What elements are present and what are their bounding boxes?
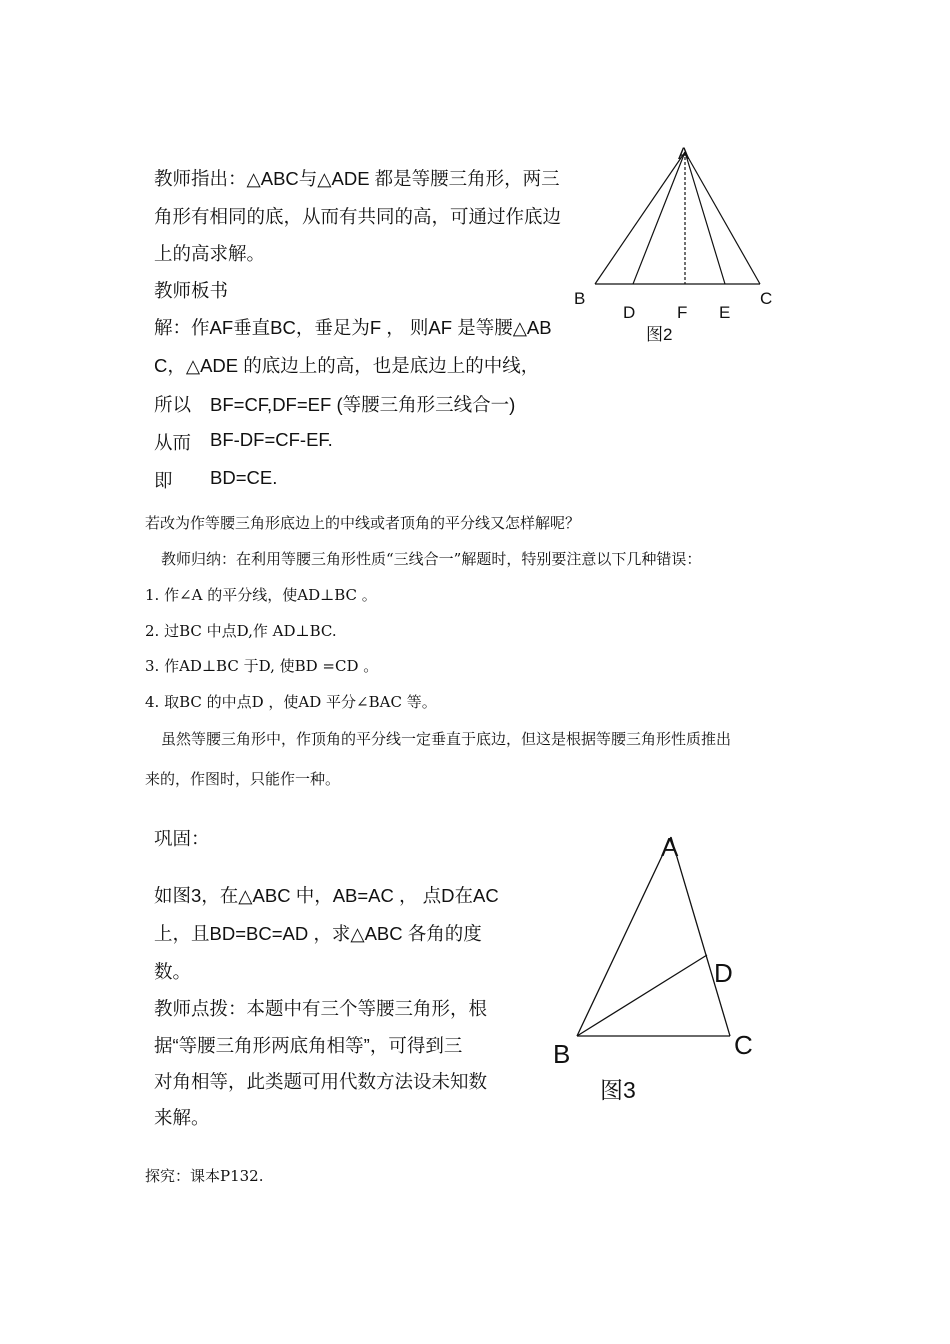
fig2-label-c: C xyxy=(760,289,773,308)
fig3-label-d: D xyxy=(714,958,733,988)
fig2-label-f: F xyxy=(677,303,688,322)
fig2-segment-ad xyxy=(633,152,685,284)
block3-line-1: 如图3，在△ABC 中，AB=AC ， 点D在AC xyxy=(154,885,499,906)
block3-line-4: 教师点拨：本题中有三个等腰三角形，根 xyxy=(154,998,488,1019)
error-item-2: 2. 过BC 中点D,作 AD⊥BC. xyxy=(145,622,337,640)
figure3-diagram xyxy=(545,825,775,1110)
fig2-label-b: B xyxy=(574,289,586,308)
fig3-label-b: B xyxy=(553,1039,571,1069)
note-line-2: 来的，作图时，只能作一种。 xyxy=(145,770,341,788)
block3-line-5: 据“等腰三角形两底角相等”，可得到三 xyxy=(154,1035,463,1056)
row-text-congEr: BF-DF=CF-EF. xyxy=(210,429,333,450)
note-line-1: 虽然等腰三角形中，作顶角的平分线一定垂直于底边，但这是根据等腰三角形性质推出 xyxy=(161,730,732,748)
consolidation-heading: 巩固： xyxy=(154,828,210,849)
fig2-caption: 图2 xyxy=(646,325,673,344)
fig3-label-a: A xyxy=(661,832,679,862)
fig2-label-e: E xyxy=(719,303,731,322)
fig2-side-ab xyxy=(595,152,685,284)
row-label-suoyi: 所以 xyxy=(154,394,192,415)
block1-line-3: 上的高求解。 xyxy=(154,243,266,264)
fig2-label-d: D xyxy=(623,303,636,322)
block3-line-2: 上，且BD=BC=AD ，求△ABC 各角的度 xyxy=(154,923,482,944)
fig3-side-ac xyxy=(671,837,730,1036)
explore-line: 探究：课本P132. xyxy=(145,1167,264,1185)
block1-line-5: 解：作AF垂直BC，垂足为F ， 则AF 是等腰△AB xyxy=(154,317,552,338)
block3-line-7: 来解。 xyxy=(154,1107,210,1128)
figure2-diagram xyxy=(570,140,790,355)
row-text-ji: BD=CE. xyxy=(210,467,278,488)
error-item-1: 1. 作∠A 的平分线，使AD⊥BC 。 xyxy=(145,586,377,604)
error-item-3: 3. 作AD⊥BC 于D, 使BD =CD 。 xyxy=(145,657,379,675)
block1-line-2: 角形有相同的底，从而有共同的高，可通过作底边 xyxy=(154,206,562,227)
fig2-label-a: A xyxy=(678,144,690,163)
block3-line-3: 数。 xyxy=(154,961,192,982)
summary-line: 教师归纳：在利用等腰三角形性质“三线合一”解题时，特别要注意以下几种错误： xyxy=(161,550,702,568)
fig2-segment-ae xyxy=(685,152,725,284)
block1-line-6: C，△ADE 的底边上的高，也是底边上的中线， xyxy=(154,355,540,376)
block1-line-4: 教师板书 xyxy=(154,280,229,301)
row-label-ji: 即 xyxy=(154,470,173,491)
row-text-suoyi: BF=CF,DF=EF (等腰三角形三线合一) xyxy=(210,394,516,415)
question-line: 若改为作等腰三角形底边上的中线或者顶角的平分线又怎样解呢？ xyxy=(145,514,581,532)
error-item-4: 4. 取BC 的中点D ，使AD 平分∠BAC 等。 xyxy=(145,693,437,711)
fig2-side-ac xyxy=(685,152,760,284)
row-label-congEr: 从而 xyxy=(154,432,192,453)
block3-line-6: 对角相等，此类题可用代数方法设未知数 xyxy=(154,1071,488,1092)
fig3-caption: 图3 xyxy=(600,1077,636,1103)
block1-line-1: 教师指出：△ABC与△ADE 都是等腰三角形，两三 xyxy=(154,168,560,189)
fig3-label-c: C xyxy=(734,1030,753,1060)
